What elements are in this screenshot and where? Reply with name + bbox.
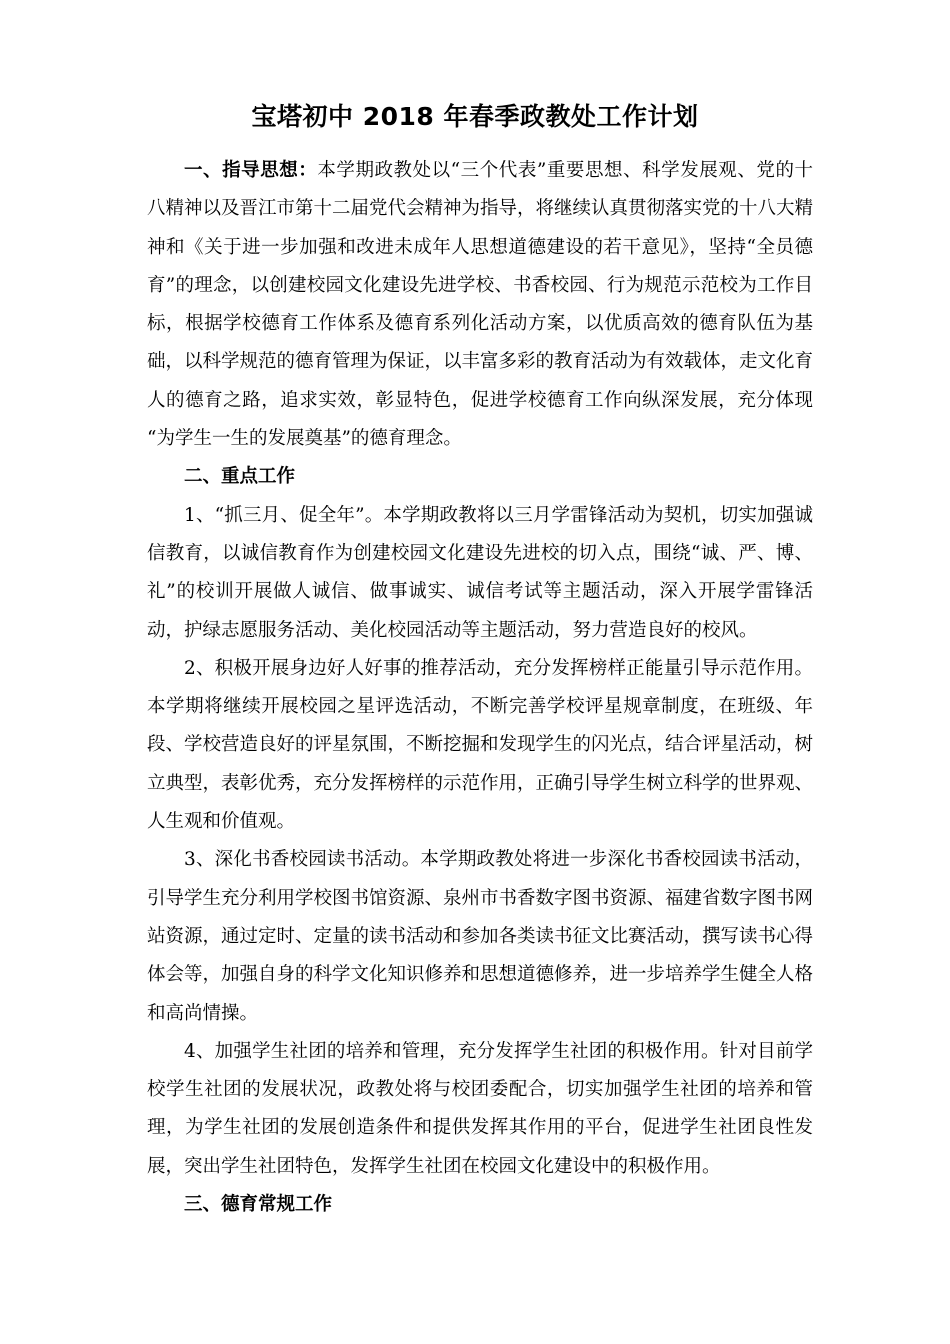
section-2-item-4: 4、加强学生社团的培养和管理，充分发挥学生社团的积极作用。针对目前学校学生社团的发展状况，政教处将与校团委配合，切实加强学生社团的培养和管理，为学生社团的发展创造条件和提供发挥其作用的平台，促进学生社团良性发展，突出学生社团特色，发挥学生社团在校园文化建设中的积极作用。 (147, 1040, 813, 1177)
document-body (147, 152, 813, 1224)
document-title: 宝塔初中 2018 年春季政教处工作计划 (251, 102, 699, 131)
section-2-item-1: 1、“抓三月、促全年”。本学期政教将以三月学雷锋活动为契机，切实加强诚信教育，以诚信教育作为创建校园文化建设先进校的切入点，围绕“诚、严、博、礼”的校训开展做人诚信、做事诚实、诚信考试等主题活动，深入开展学雷锋活动，护绿志愿服务活动、美化校园活动等主题活动，努力营造良好的校风。 (147, 504, 813, 641)
section-3-heading: 三、德育常规工作 (184, 1194, 333, 1216)
section-2-item-2: 2、积极开展身边好人好事的推荐活动，充分发挥榜样正能量引导示范作用。本学期将继续开展校园之星评选活动，不断完善学校评星规章制度，在班级、年段、学校营造良好的评星氛围，不断挖掘和发现学生的闪光点，结合评星活动，树立典型，表彰优秀，充分发挥榜样的示范作用，正确引导学生树立科学的世界观、人生观和价值观。 (147, 657, 814, 833)
section-2-heading: 二、重点工作 (184, 466, 296, 488)
section-1-text: 本学期政教处以“三个代表”重要思想、科学发展观、党的十八精神以及晋江市第十二届党代会精神为指导，将继续认真贯彻落实党的十八大精神和《关于进一步加强和改进未成年人思想道德建设的若干意见》，坚持“全员德育”的理念，以创建校园文化建设先进学校、书香校园、行为规范示范校为工作目标，根据学校德育工作体系及德育系列化活动方案，以优质高效的德育队伍为基础，以科学规范的德育管理为保证，以丰富多彩的教育活动为有效载体，走文化育人的德育之路，追求实效，彰显特色，促进学校德育工作向纵深发展，充分体现 “为学生一生的发展奠基”的德育理念。 (147, 160, 814, 450)
section-1-label: 一、指导思想： (184, 160, 318, 181)
section-1-paragraph (147, 152, 813, 458)
section-2-item-3: 3、深化书香校园读书活动。本学期政教处将进一步深化书香校园读书活动，引导学生充分利用学校图书馆资源、泉州市书香数字图书资源、福建省数字图书网站资源，通过定时、定量的读书活动和参加各类读书征文比赛活动，撰写读书心得体会等，加强自身的科学文化知识修养和思想道德修养，进一步培养学生健全人格和高尚情操。 (147, 849, 814, 1024)
